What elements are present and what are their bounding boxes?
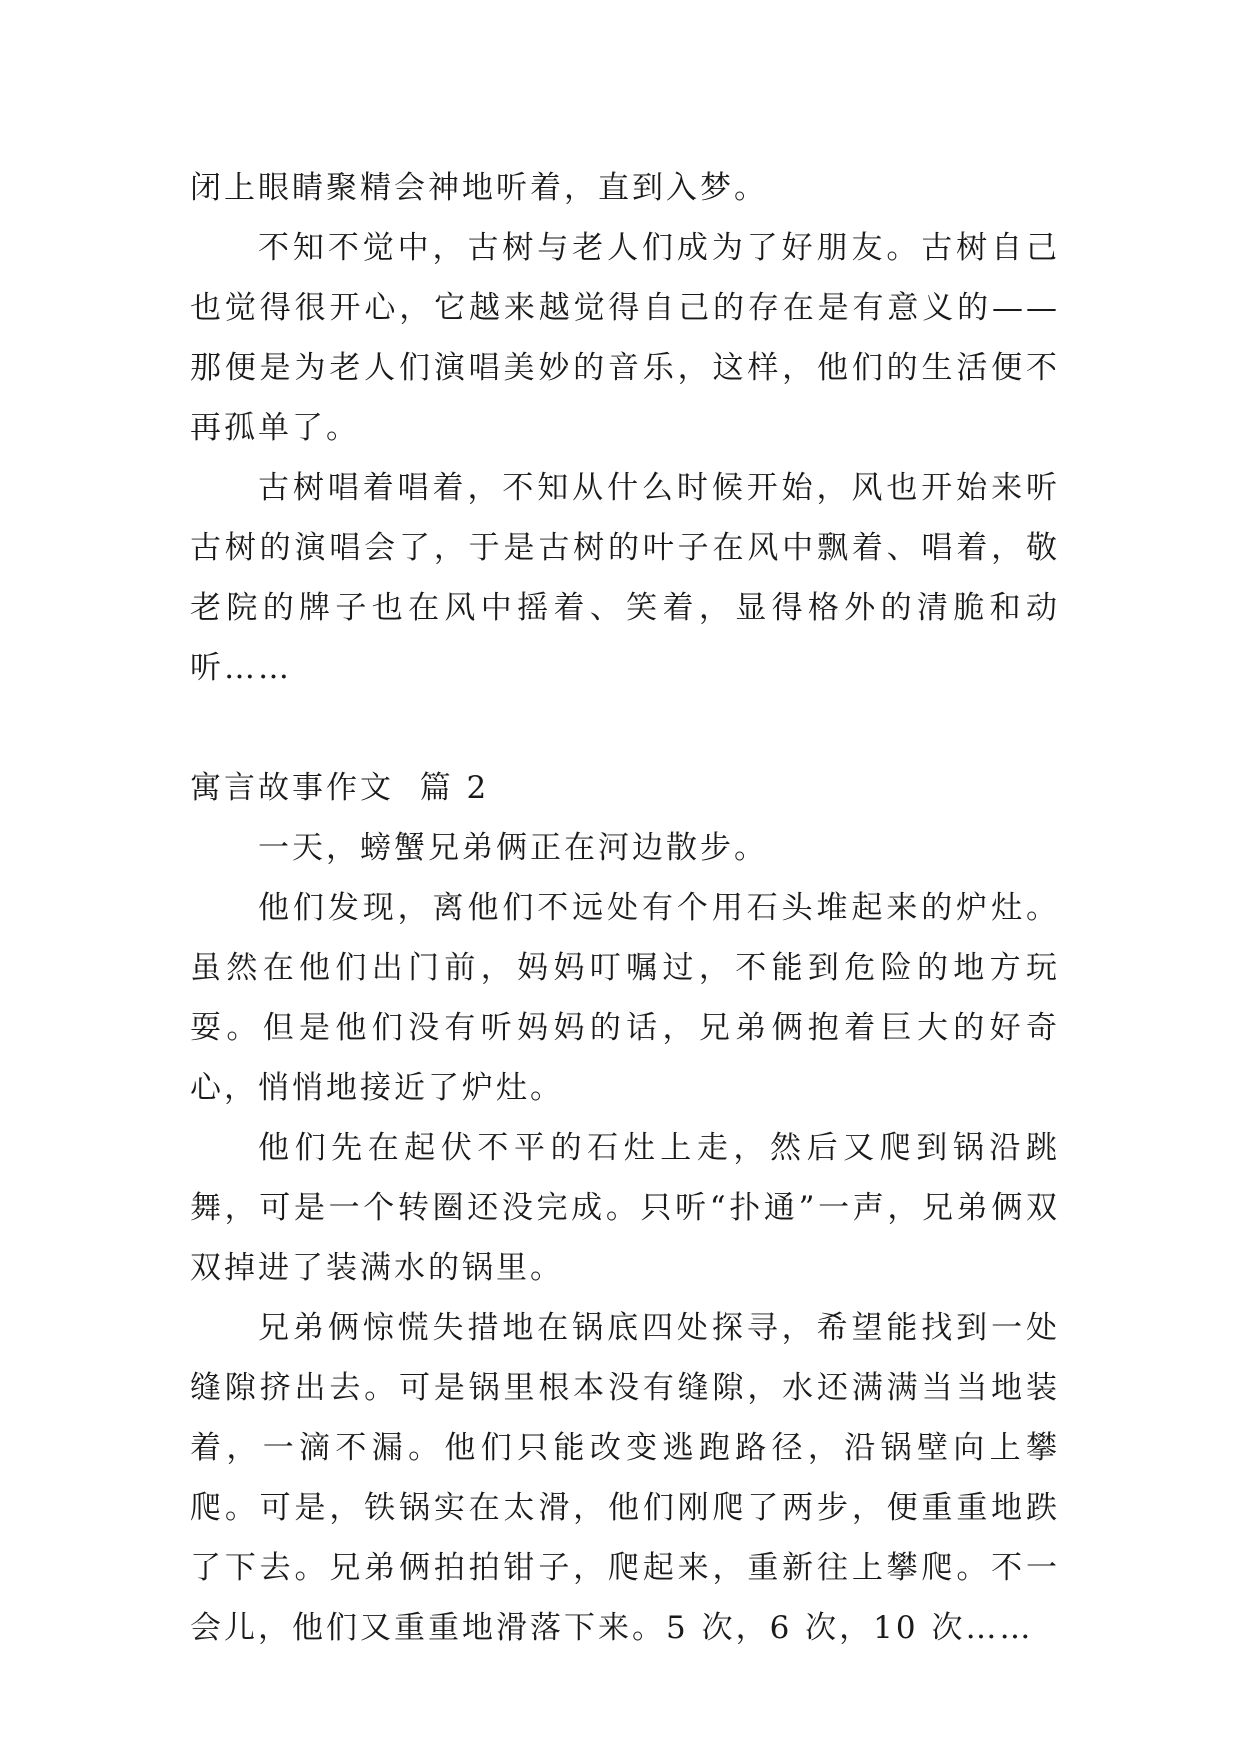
paragraph: 一天，螃蟹兄弟俩正在河边散步。 [258,830,768,866]
paragraph: 他们发现，离他们不远处有个用石头堆起来的炉灶。虽然在他们出门前，妈妈叮嘱过，不能到危险的地方玩耍。但是他们没有听妈妈的话，兄弟俩抱着巨大的好奇心，悄悄地接近了炉灶。 [190,890,1060,1106]
section-heading: 寓言故事作文 篇 2 [190,770,490,806]
paragraph: 不知不觉中，古树与老人们成为了好朋友。古树自己也觉得很开心，它越来越觉得自己的存在是有意义的——那便是为老人们演唱美妙的音乐，这样，他们的生活便不再孤单了。 [190,230,1060,446]
paragraph: 他们先在起伏不平的石灶上走，然后又爬到锅沿跳舞，可是一个转圈还没完成。只听“扑通”一声，兄弟俩双双掉进了装满水的锅里。 [190,1130,1060,1286]
paragraph: 古树唱着唱着，不知从什么时候开始，风也开始来听古树的演唱会了，于是古树的叶子在风中飘着、唱着，敬老院的牌子也在风中摇着、笑着，显得格外的清脆和动听…… [190,470,1060,686]
paragraph-continuation: 闭上眼睛聚精会神地听着，直到入梦。 [190,170,768,206]
paragraph: 兄弟俩惊慌失措地在锅底四处探寻，希望能找到一处缝隙挤出去。可是锅里根本没有缝隙，水还满满当当地装着，一滴不漏。他们只能改变逃跑路径，沿锅壁向上攀爬。可是，铁锅实在太滑，他们刚爬了两步，便重重地跌了下去。兄弟俩拍拍钳子，爬起来，重新往上攀爬。不一会儿，他们又重重地滑落下来。5 次，6 次，10 次…… [190,1310,1060,1646]
document-page [190,158,1060,1658]
